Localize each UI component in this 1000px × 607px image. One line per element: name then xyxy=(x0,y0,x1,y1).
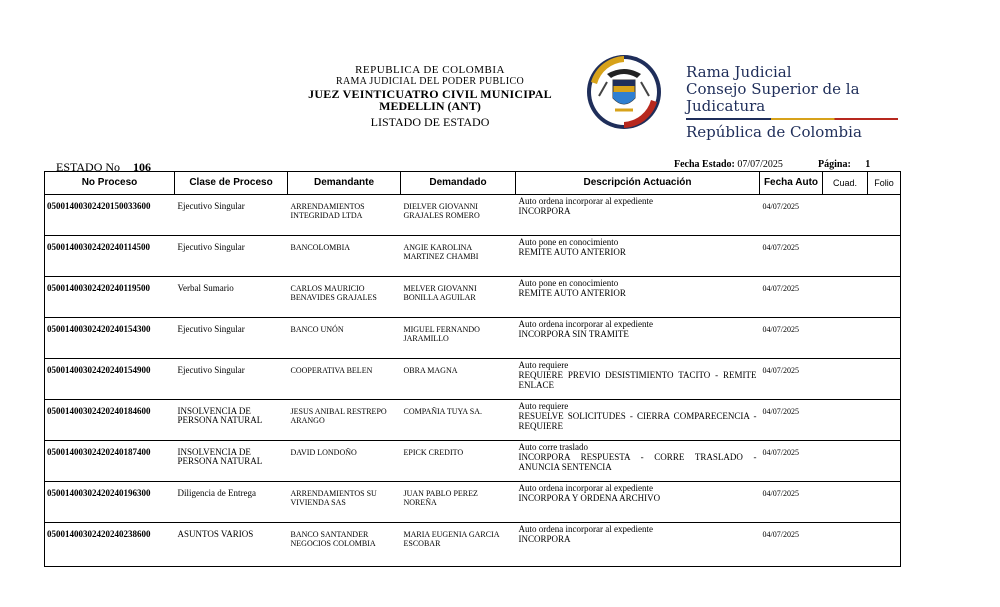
col-header-demandante: Demandante xyxy=(288,172,401,195)
descripcion-title: Auto ordena incorporar al expediente xyxy=(518,196,653,206)
col-header-clase: Clase de Proceso xyxy=(175,172,288,195)
cell-demandante: BANCO UNÓN xyxy=(288,318,401,359)
cell-proceso: 05001400302420240154900 xyxy=(45,359,175,400)
brand-rama-judicial: Rama Judicial xyxy=(686,63,792,81)
cell-proceso: 05001400302420240187400 xyxy=(45,441,175,482)
cell-folio xyxy=(868,195,901,236)
cell-cuad xyxy=(823,441,868,482)
estado-value: 106 xyxy=(133,160,152,174)
cell-proceso: 05001400302420240196300 xyxy=(45,482,175,523)
cell-demandante: ARRENDAMIENTOS SU VIVIENDA SAS xyxy=(288,482,401,523)
page-label: Página: xyxy=(818,159,851,170)
cell-demandado: MELVER GIOVANNI BONILLA AGUILAR xyxy=(401,277,516,318)
cell-demandante: COOPERATIVA BELEN xyxy=(288,359,401,400)
descripcion-body: INCORPORA SIN TRAMITE xyxy=(518,329,629,339)
estado-label: ESTADO No xyxy=(56,160,121,174)
header-country: REPUBLICA DE COLOMBIA xyxy=(355,64,505,76)
cell-descripcion xyxy=(516,277,760,318)
cell-clase: Ejecutivo Singular xyxy=(175,195,288,236)
col-header-proceso: No Proceso xyxy=(45,172,175,195)
cell-demandante: BANCOLOMBIA xyxy=(288,236,401,277)
cell-demandado: JUAN PABLO PEREZ NOREÑA xyxy=(401,482,516,523)
cell-cuad xyxy=(823,236,868,277)
cell-cuad xyxy=(823,359,868,400)
cell-demandante: BANCO SANTANDER NEGOCIOS COLOMBIA xyxy=(288,523,401,567)
cell-proceso: 05001400302420240119500 xyxy=(45,277,175,318)
cell-demandado: COMPAÑIA TUYA SA. xyxy=(401,400,516,441)
page-number xyxy=(818,159,870,170)
descripcion-body: RESUELVE SOLICITUDES - CIERRA COMPARECENCIA - REQUIERE xyxy=(518,411,757,431)
cell-folio xyxy=(868,441,901,482)
cell-proceso: 05001400302420150033600 xyxy=(45,195,175,236)
cell-fecha-auto: 04/07/2025 xyxy=(760,195,823,236)
table-row xyxy=(45,359,901,400)
header-list-title: LISTADO DE ESTADO xyxy=(370,115,490,129)
table-row xyxy=(45,441,901,482)
cell-fecha-auto: 04/07/2025 xyxy=(760,441,823,482)
cell-clase: Verbal Sumario xyxy=(175,277,288,318)
brand-block xyxy=(686,64,906,141)
descripcion-title: Auto requiere xyxy=(518,401,569,411)
cell-clase: Diligencia de Entrega xyxy=(175,482,288,523)
cell-descripcion xyxy=(516,318,760,359)
col-header-folio: Folio xyxy=(868,172,901,195)
cell-fecha-auto: 04/07/2025 xyxy=(760,236,823,277)
cell-descripcion xyxy=(516,400,760,441)
cell-clase: INSOLVENCIA DE PERSONA NATURAL xyxy=(175,441,288,482)
cell-folio xyxy=(868,482,901,523)
col-header-fecha-auto: Fecha Auto xyxy=(760,172,823,195)
page-value: 1 xyxy=(865,159,871,170)
cell-descripcion xyxy=(516,236,760,277)
cell-proceso: 05001400302420240154300 xyxy=(45,318,175,359)
descripcion-title: Auto requiere xyxy=(518,360,569,370)
descripcion-body: INCORPORA xyxy=(518,534,571,544)
table-row xyxy=(45,482,901,523)
brand-consejo: Consejo Superior de la Judicatura xyxy=(686,80,860,115)
cell-folio xyxy=(868,400,901,441)
header-branch: RAMA JUDICIAL DEL PODER PUBLICO xyxy=(335,76,524,87)
fecha-estado-value: 07/07/2025 xyxy=(737,159,783,170)
cell-demandado: DIELVER GIOVANNI GRAJALES ROMERO xyxy=(401,195,516,236)
cell-descripcion xyxy=(516,441,760,482)
cell-clase: ASUNTOS VARIOS xyxy=(175,523,288,567)
cell-demandado: EPICK CREDITO xyxy=(401,441,516,482)
cell-demandante: CARLOS MAURICIO BENAVIDES GRAJALES xyxy=(288,277,401,318)
descripcion-body: REQUIERE PREVIO DESISTIMIENTO TACITO - REMITE ENLACE xyxy=(518,370,757,390)
table-row xyxy=(45,195,901,236)
estado-table xyxy=(44,171,901,567)
cell-demandado: MIGUEL FERNANDO JARAMILLO xyxy=(401,318,516,359)
descripcion-body: REMITE AUTO ANTERIOR xyxy=(518,247,626,257)
table-row xyxy=(45,236,901,277)
cell-folio xyxy=(868,359,901,400)
cell-demandante: DAVID LONDOÑO xyxy=(288,441,401,482)
col-header-demandado: Demandado xyxy=(401,172,516,195)
cell-clase: Ejecutivo Singular xyxy=(175,359,288,400)
col-header-descripcion: Descripción Actuación xyxy=(516,172,760,195)
cell-folio xyxy=(868,318,901,359)
cell-cuad xyxy=(823,482,868,523)
descripcion-body: INCORPORA RESPUESTA - CORRE TRASLADO - ANUNCIA SENTENCIA xyxy=(518,452,757,472)
descripcion-body: INCORPORA Y ORDENA ARCHIVO xyxy=(518,493,661,503)
cell-proceso: 05001400302420240238600 xyxy=(45,523,175,567)
header-city: MEDELLIN (ANT) xyxy=(379,99,481,113)
cell-cuad xyxy=(823,277,868,318)
brand-divider xyxy=(686,118,898,120)
cell-proceso: 05001400302420240114500 xyxy=(45,236,175,277)
descripcion-body: REMITE AUTO ANTERIOR xyxy=(518,288,626,298)
cell-cuad xyxy=(823,523,868,567)
cell-clase: Ejecutivo Singular xyxy=(175,236,288,277)
cell-fecha-auto: 04/07/2025 xyxy=(760,482,823,523)
cell-descripcion xyxy=(516,523,760,567)
descripcion-title: Auto pone en conocimiento xyxy=(518,278,619,288)
cell-folio xyxy=(868,523,901,567)
cell-clase: Ejecutivo Singular xyxy=(175,318,288,359)
cell-folio xyxy=(868,236,901,277)
table-row xyxy=(45,523,901,567)
cell-fecha-auto: 04/07/2025 xyxy=(760,277,823,318)
cell-folio xyxy=(868,277,901,318)
cell-demandante: ARRENDAMIENTOS INTEGRIDAD LTDA xyxy=(288,195,401,236)
descripcion-title: Auto ordena incorporar al expediente xyxy=(518,483,653,493)
fecha-estado xyxy=(674,159,783,170)
cell-descripcion xyxy=(516,482,760,523)
cell-proceso: 05001400302420240184600 xyxy=(45,400,175,441)
table-row xyxy=(45,400,901,441)
cell-fecha-auto: 04/07/2025 xyxy=(760,523,823,567)
cell-cuad xyxy=(823,195,868,236)
coat-of-arms-seal-icon xyxy=(585,52,663,132)
fecha-estado-label: Fecha Estado: xyxy=(674,159,735,170)
cell-demandado: ANGIE KAROLINA MARTINEZ CHAMBI xyxy=(401,236,516,277)
document-header xyxy=(300,64,560,128)
table-row xyxy=(45,318,901,359)
cell-fecha-auto: 04/07/2025 xyxy=(760,318,823,359)
descripcion-title: Auto ordena incorporar al expediente xyxy=(518,524,653,534)
cell-clase: INSOLVENCIA DE PERSONA NATURAL xyxy=(175,400,288,441)
cell-fecha-auto: 04/07/2025 xyxy=(760,400,823,441)
cell-cuad xyxy=(823,400,868,441)
cell-demandante: JESUS ANIBAL RESTREPO ARANGO xyxy=(288,400,401,441)
brand-republica: República de Colombia xyxy=(686,123,862,141)
col-header-cuad: Cuad. xyxy=(823,172,868,195)
cell-cuad xyxy=(823,318,868,359)
cell-demandado: OBRA MAGNA xyxy=(401,359,516,400)
cell-demandado: MARIA EUGENIA GARCIA ESCOBAR xyxy=(401,523,516,567)
cell-descripcion xyxy=(516,195,760,236)
table-header-row xyxy=(45,172,901,195)
descripcion-body: INCORPORA xyxy=(518,206,571,216)
cell-fecha-auto: 04/07/2025 xyxy=(760,359,823,400)
cell-descripcion xyxy=(516,359,760,400)
table-row xyxy=(45,277,901,318)
header-court: JUEZ VEINTICUATRO CIVIL MUNICIPAL xyxy=(308,87,552,101)
descripcion-title: Auto ordena incorporar al expediente xyxy=(518,319,653,329)
descripcion-title: Auto pone en conocimiento xyxy=(518,237,619,247)
descripcion-title: Auto corre traslado xyxy=(518,442,588,452)
